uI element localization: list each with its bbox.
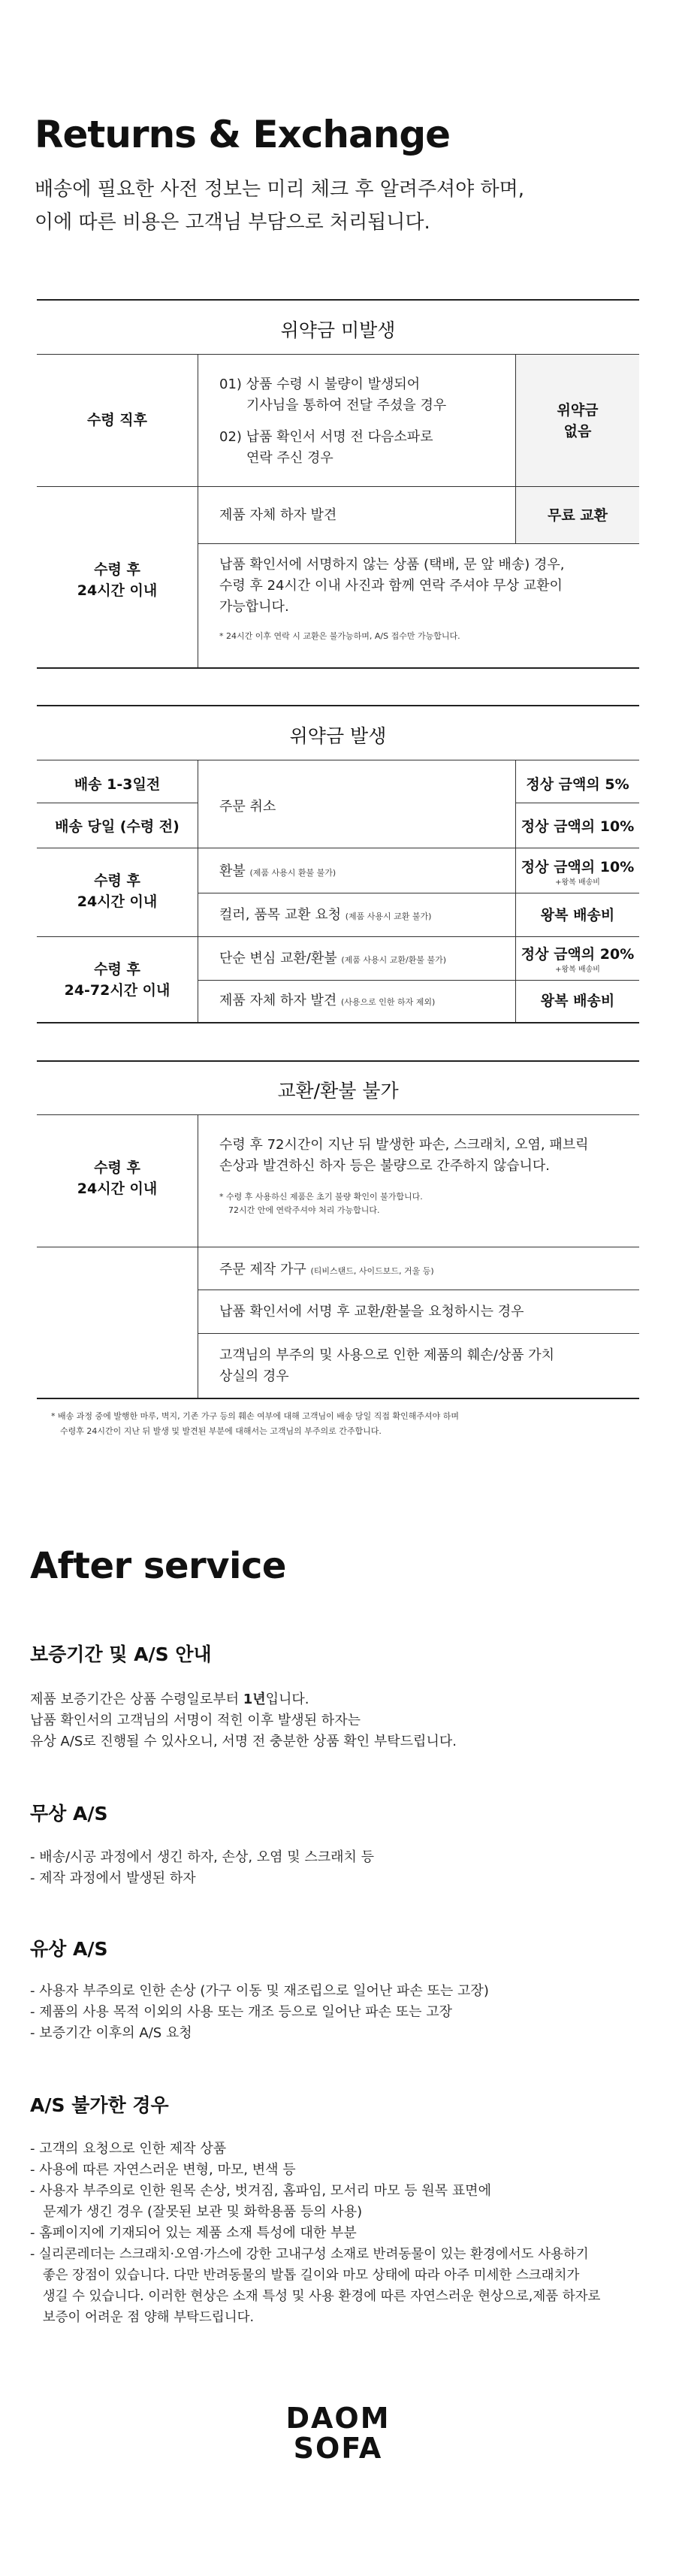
condition-main: 컬러, 품목 교환 요청 <box>219 907 341 923</box>
free-as-title: 무상 A/S <box>30 1803 108 1825</box>
condition-text <box>219 1259 434 1282</box>
condition-main: 주문 제작 가구 <box>219 1262 306 1277</box>
condition-text <box>219 948 446 971</box>
returns-title: Returns & Exchange <box>35 113 451 156</box>
impossible-as-line: - 홈페이지에 기재되어 있는 제품 소재 특성에 대한 부분 <box>30 2225 357 2241</box>
row-label: 수령 직후 <box>86 412 148 428</box>
condition-text: 고객님의 부주의 및 사용으로 인한 제품의 훼손/상품 가치 <box>219 1347 555 1363</box>
result-note: +왕복 배송비 <box>555 966 600 974</box>
logo-line1: DAOM <box>285 2402 391 2435</box>
row-label: 24시간 이내 <box>77 1181 158 1197</box>
warranty-text: 제품 보증기간은 상품 수령일로부터 <box>30 1692 243 1707</box>
after-service-title: After service <box>30 1545 286 1587</box>
condition-text: 01) 상품 수령 시 불량이 발생되어 <box>219 376 421 392</box>
impossible-as-line: - 사용에 따른 자연스러운 변형, 마모, 변색 등 <box>30 2162 296 2178</box>
paid-as-item: - 보증기간 이후의 A/S 요청 <box>30 2025 192 2041</box>
warranty-line: 유상 A/S로 진행될 수 있사오니, 서명 전 충분한 상품 확인 부탁드립니다. <box>30 1734 457 1749</box>
section-rule <box>37 1022 639 1023</box>
divider <box>37 936 639 937</box>
row-label: 수령 후 <box>94 1160 140 1176</box>
no-exchange-title: 교환/환불 불가 <box>277 1080 399 1102</box>
condition-text: 손상과 발견하신 하자 등은 불량으로 간주하지 않습니다. <box>219 1158 550 1174</box>
divider <box>198 980 639 981</box>
impossible-as-line: - 고객의 요청으로 인한 제작 상품 <box>30 2141 227 2157</box>
result-text: 정상 금액의 10% <box>521 859 635 875</box>
result-text: 없음 <box>563 423 592 440</box>
impossible-as-line: 문제가 생긴 경우 (잘못된 보관 및 화학용품 등의 사용) <box>30 2204 363 2220</box>
condition-text <box>219 905 431 927</box>
paid-as-item: - 제품의 사용 목적 이외의 사용 또는 개조 등으로 일어난 파손 또는 고장 <box>30 2004 453 2020</box>
condition-note: (제품 사용시 환불 불가) <box>249 868 336 878</box>
condition-text: 납품 확인서에 서명 후 교환/환불을 요청하시는 경우 <box>219 1304 524 1320</box>
row-label: 수령 후 <box>94 561 140 578</box>
no-penalty-title: 위약금 미발생 <box>280 319 396 341</box>
condition-text: 수령 후 72시간이 지난 뒤 발생한 파손, 스크래치, 오염, 패브릭 <box>219 1137 589 1153</box>
divider <box>198 543 639 544</box>
warranty-period: 1년 <box>243 1692 266 1707</box>
section-rule <box>37 705 639 706</box>
condition-text: 제품 자체 하자 발견 <box>219 507 337 523</box>
condition-text <box>219 861 336 884</box>
condition-main: 환불 <box>219 863 246 879</box>
logo-line2: SOFA <box>293 2432 383 2465</box>
footnote: 수령후 24시간이 지난 뒤 발생 및 발견된 부분에 대해서는 고객님의 부주의로 간주합니다. <box>60 1426 382 1436</box>
impossible-as-line: 생길 수 있습니다. 이러한 현상은 소재 특성 및 사용 환경에 따른 자연스러운 현상으로,제품 하자로 <box>30 2289 601 2304</box>
penalty-title: 위약금 발생 <box>289 725 387 747</box>
condition-text: 상실의 경우 <box>219 1368 289 1384</box>
result-text: 무료 교환 <box>547 507 608 524</box>
impossible-as-line: 보증이 어려운 점 양해 부탁드립니다. <box>30 2310 255 2325</box>
impossible-as-line: 좋은 장점이 있습니다. 다만 반려동물의 발톱 길이와 마모 상태에 따라 아주 미세한 스크래치가 <box>30 2268 580 2283</box>
warranty-title: 보증기간 및 A/S 안내 <box>30 1643 212 1665</box>
row-label: 수령 후 <box>94 961 140 978</box>
result-text: 정상 금액의 20% <box>521 946 635 963</box>
result-text: 정상 금액의 10% <box>521 818 635 835</box>
section-rule <box>37 1060 639 1062</box>
condition-text <box>219 990 435 1013</box>
note-text: * 수령 후 사용하신 제품은 초기 불량 확인이 불가합니다. <box>219 1192 423 1202</box>
result-text: 정상 금액의 5% <box>526 776 629 793</box>
paid-as-title: 유상 A/S <box>30 1938 108 1960</box>
condition-text: 납품 확인서에 서명하지 않는 상품 (택배, 문 앞 배송) 경우, <box>219 557 565 573</box>
paid-as-item: - 사용자 부주의로 인한 손상 (가구 이동 및 재조립으로 일어난 파손 또는 고장) <box>30 1983 489 1999</box>
section-rule <box>37 667 639 669</box>
result-text: 왕복 배송비 <box>540 993 615 1009</box>
result-note: +왕복 배송비 <box>555 878 600 887</box>
condition-text: 기사님을 통하여 전달 주셨을 경우 <box>246 398 447 413</box>
result-text: 왕복 배송비 <box>540 907 615 924</box>
warranty-line <box>30 1689 309 1710</box>
condition-text: 02) 납품 확인서 서명 전 다음소파로 <box>219 429 433 445</box>
note-text: 72시간 안에 연락주셔야 처리 가능합니다. <box>228 1205 380 1215</box>
divider <box>37 1114 639 1115</box>
row-label: 배송 당일 (수령 전) <box>55 818 180 835</box>
row-label: 수령 후 <box>94 872 140 889</box>
warranty-text: 입니다. <box>265 1692 309 1707</box>
condition-note: (제품 사용시 교환 불가) <box>345 912 432 921</box>
condition-text: 수령 후 24시간 이내 사진과 함께 연락 주셔야 무상 교환이 <box>219 578 563 594</box>
note-text: * 24시간 이후 연락 시 교환은 불가능하며, A/S 접수만 가능합니다. <box>219 631 460 641</box>
impossible-as-title: A/S 불가한 경우 <box>30 2094 169 2116</box>
section-rule <box>37 299 639 301</box>
condition-text: 주문 취소 <box>219 799 276 815</box>
divider <box>515 760 516 1023</box>
footnote: * 배송 과정 중에 발행한 마루, 벽지, 기존 가구 등의 훼손 여부에 대해 고객님이 배송 당일 직접 확인해주셔야 하며 <box>51 1411 459 1421</box>
row-label: 24시간 이내 <box>77 582 158 599</box>
row-label: 24-72시간 이내 <box>64 982 171 999</box>
free-as-item: - 배송/시공 과정에서 생긴 하자, 손상, 오염 및 스크래치 등 <box>30 1849 375 1865</box>
row-label: 24시간 이내 <box>77 893 158 910</box>
condition-note: (제품 사용시 교환/환불 불가) <box>341 955 447 965</box>
impossible-as-line: - 사용자 부주의로 인한 원목 손상, 벗겨짐, 홈파임, 모서리 마모 등 원목 표면에 <box>30 2183 491 2199</box>
returns-intro-line2: 이에 따른 비용은 고객님 부담으로 처리됩니다. <box>35 211 430 234</box>
row-label: 배송 1-3일전 <box>74 776 161 793</box>
brand-logo <box>225 2403 451 2463</box>
warranty-line: 납품 확인서의 고객님의 서명이 적힌 이후 발생된 하자는 <box>30 1713 361 1728</box>
condition-main: 단순 변심 교환/환불 <box>219 951 337 966</box>
result-text: 위약금 <box>557 402 599 419</box>
condition-main: 제품 자체 하자 발견 <box>219 993 337 1008</box>
condition-text: 연락 주신 경우 <box>246 450 333 466</box>
section-rule <box>37 1398 639 1399</box>
condition-note: (티비스탠드, 사이드보드, 거울 등) <box>310 1266 434 1276</box>
impossible-as-line: - 실리콘레더는 스크래치·오염·가스에 강한 고내구성 소재로 반려동물이 있는 환경에서도 사용하기 <box>30 2247 589 2262</box>
free-as-item: - 제작 과정에서 발생된 하자 <box>30 1870 196 1886</box>
divider <box>198 1333 639 1334</box>
condition-text: 가능합니다. <box>219 599 289 615</box>
returns-intro-line1: 배송에 필요한 사전 정보는 미리 체크 후 알려주셔야 하며, <box>35 178 525 201</box>
condition-note: (사용으로 인한 하자 제외) <box>341 997 436 1007</box>
